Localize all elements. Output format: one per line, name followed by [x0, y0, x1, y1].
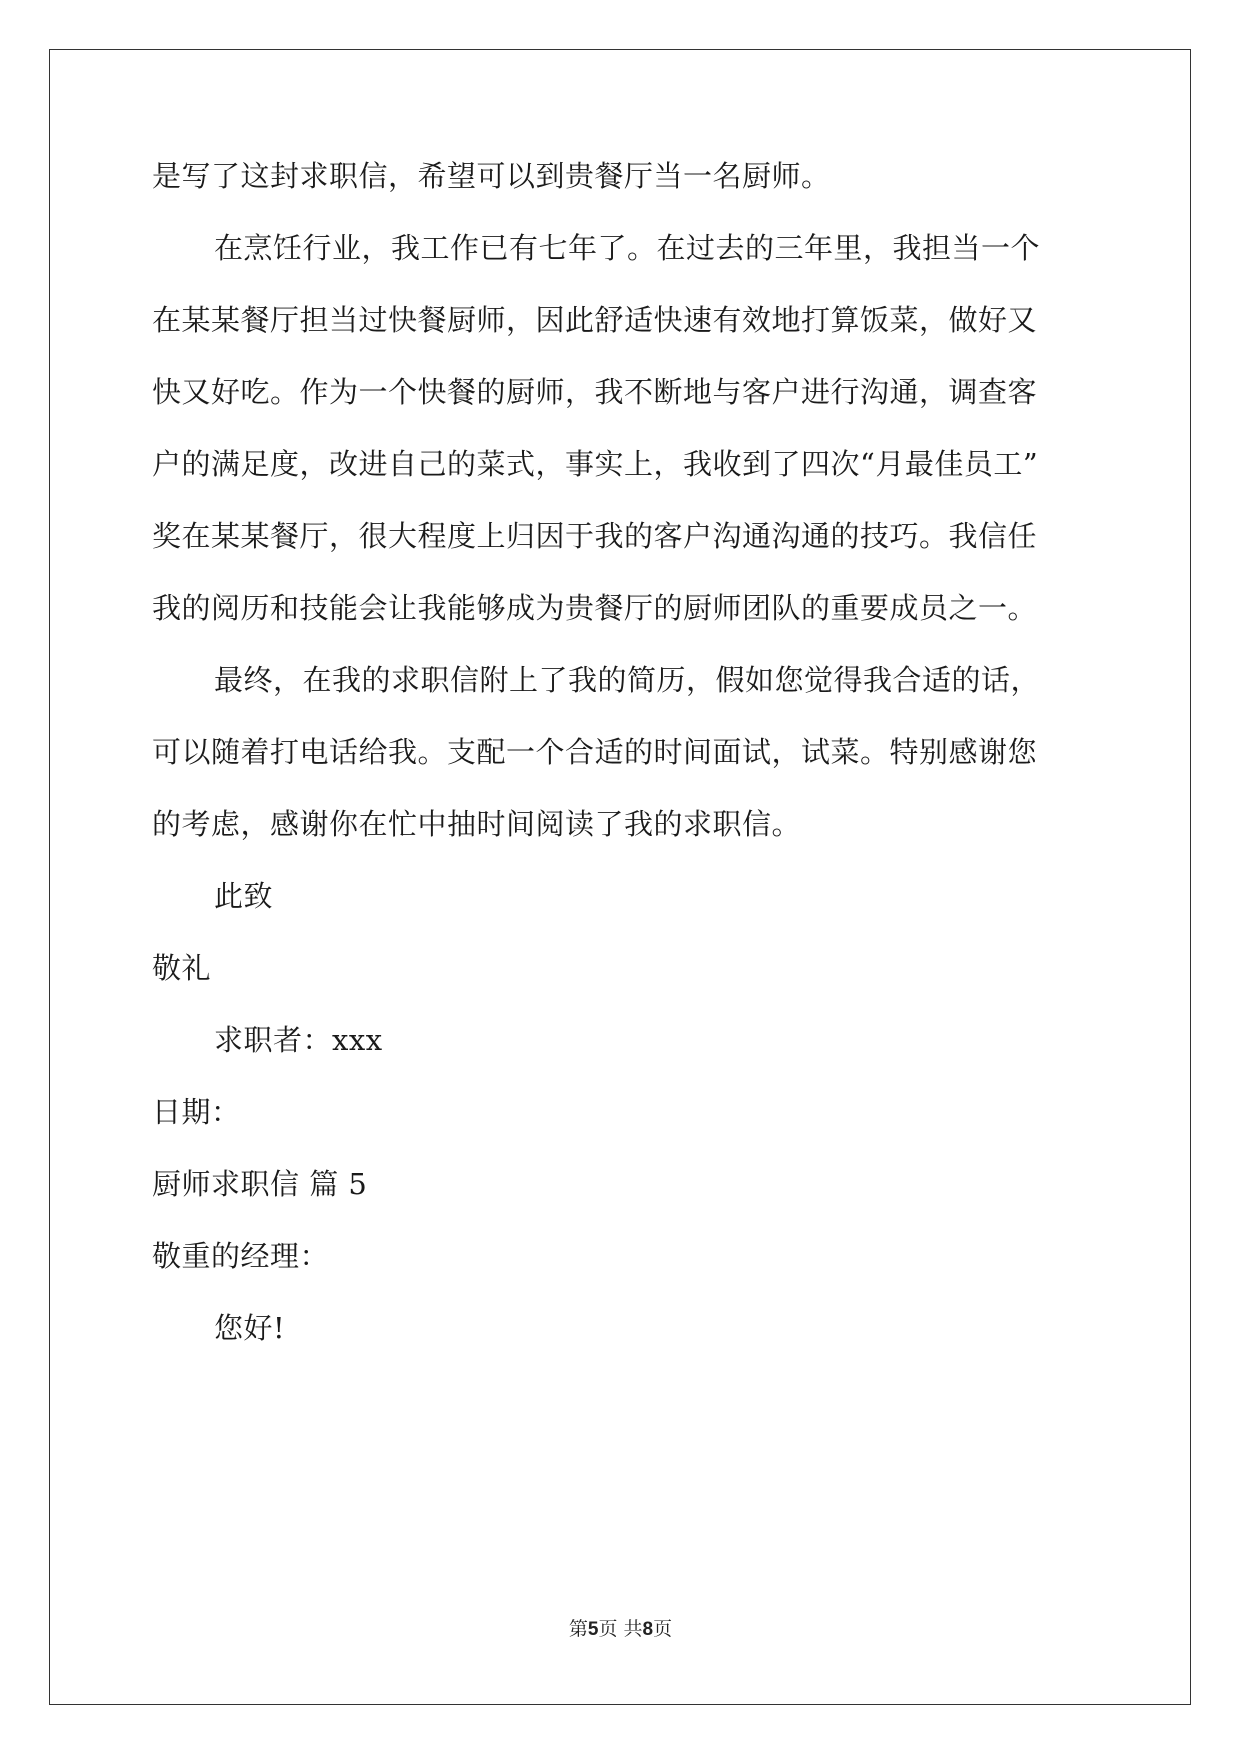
letter-greeting: 敬重的经理：: [152, 1239, 330, 1273]
page-footer: [0, 1614, 1241, 1641]
footer-prefix: 第: [568, 1618, 588, 1640]
closing-regards: 敬礼: [152, 951, 212, 985]
text-line: 奖在某某餐厅，很大程度上归因于我的客户沟通沟通的技巧。我信任: [152, 519, 1038, 553]
text-line: 在某某餐厅担当过快餐厨师，因此舒适快速有效地打算饭菜，做好又: [152, 303, 1038, 337]
date-line: 日期：: [152, 1095, 241, 1129]
footer-suffix: 页: [653, 1618, 673, 1640]
text-line: 的考虑，感谢你在忙中抽时间阅读了我的求职信。: [152, 807, 802, 841]
total-page-number: 8: [642, 1619, 654, 1640]
paragraph-first-line: 最终，在我的求职信附上了我的简历，假如您觉得我合适的话，: [214, 663, 1041, 697]
current-page-number: 5: [587, 1619, 599, 1640]
text-line: 快又好吃。作为一个快餐的厨师，我不断地与客户进行沟通，调查客: [152, 375, 1038, 409]
footer-mid: 页 共: [598, 1618, 643, 1640]
text-line: 我的阅历和技能会让我能够成为贵餐厅的厨师团队的重要成员之一。: [152, 591, 1038, 625]
paragraph-first-line: 在烹饪行业，我工作已有七年了。在过去的三年里，我担当一个: [214, 231, 1041, 265]
text-line: 户的满足度，改进自己的菜式，事实上，我收到了四次“月最佳员工”: [152, 447, 1039, 481]
text-line: 是写了这封求职信，希望可以到贵餐厅当一名厨师。: [152, 159, 831, 193]
applicant-signature: 求职者：xxx: [214, 1023, 383, 1057]
text-line: 可以随着打电话给我。支配一个合适的时间面试，试菜。特别感谢您: [152, 735, 1038, 769]
closing-salutation: 此致: [214, 879, 274, 913]
section-heading: 厨师求职信 篇 5: [152, 1167, 368, 1201]
letter-hello: 您好!: [214, 1311, 286, 1345]
